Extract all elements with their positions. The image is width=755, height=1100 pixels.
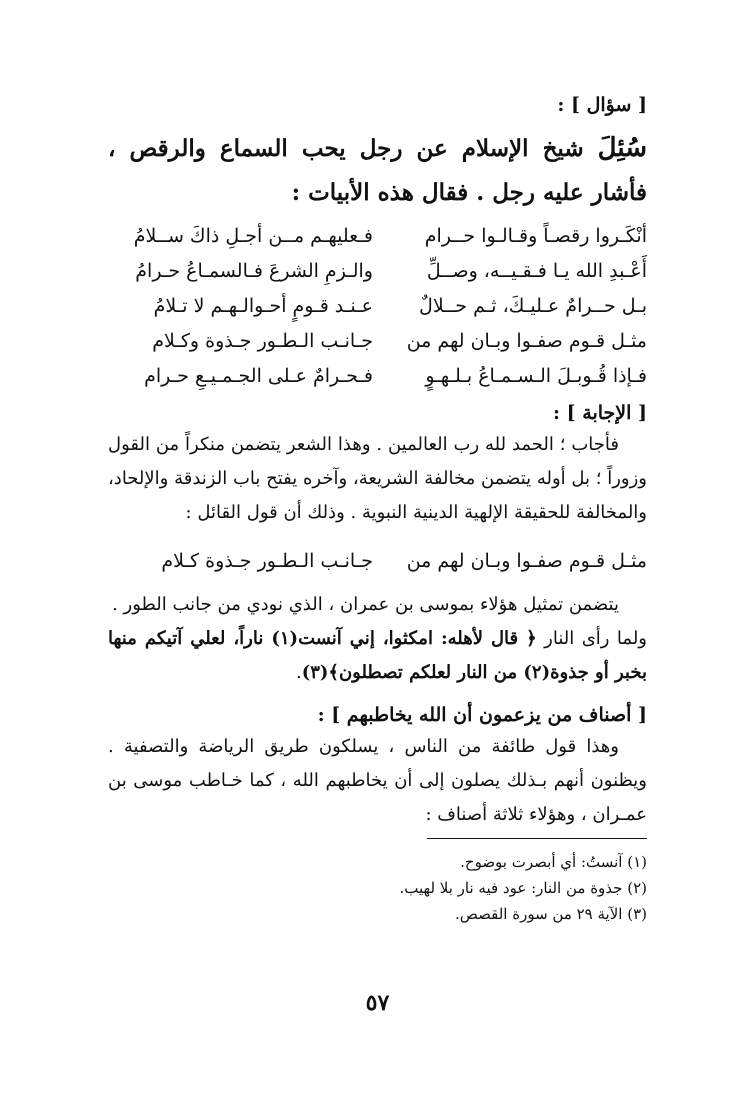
- verse-second-hemistich: عـنـد قـومٍ أحـوالـهـم لا تـلامُ: [153, 295, 373, 317]
- verse-first-hemistich: مثـل قـوم صفـوا وبـان لهم من: [406, 330, 647, 352]
- answer-paragraph-2: يتضمن تمثيل هؤلاء بموسى بن عمران ، الذي نودي من جانب الطور .: [112, 594, 619, 615]
- question-body: شيخ الإسلام عن رجل يحب السماع والرقص ، فأشار عليه رجل . فقال هذه الأبيات :: [108, 135, 647, 206]
- question-text: [108, 126, 647, 215]
- verse-line: [108, 219, 647, 254]
- page-body: [108, 90, 647, 927]
- section-heading: [ أصناف من يزعمون أن الله يخاطبهم ] :: [317, 704, 647, 726]
- section-paragraph: وهذا قول طائفة من الناس ، يسلكون طريق الرياضة والتصفية . ويظنون أنهم بـذلك يصلون إلى أن يخاطبهم الله ، كما خـاطب موسى بن عمـران ، وهؤلاء ثلاثة أصناف :: [108, 736, 647, 825]
- answer-p3-start: ولما رأى النار: [536, 628, 647, 649]
- verse-first-hemistich: بـل حــرامٌ عـليـكَ، ثـم حــلالٌ: [419, 295, 647, 317]
- quoted-verse: [108, 542, 647, 580]
- verse-line: [108, 324, 647, 359]
- footnote: (٣) الآية ٢٩ من سورة القصص.: [454, 905, 647, 923]
- verse-line: [108, 254, 647, 289]
- quoted-verse-second: جـانـب الـطـور جـذوة كـلام: [161, 550, 373, 572]
- question-lead: سُئِلَ: [597, 133, 647, 163]
- poem-verses: [108, 219, 647, 394]
- quoted-verse-first: مثـل قـوم صفـوا وبـان لهم من: [406, 550, 647, 572]
- verse-line: [108, 289, 647, 324]
- answer-heading: [ الإجابة ] :: [553, 402, 647, 424]
- verse-second-hemistich: جـانـب الـطـور جـذوة وكـلام: [152, 330, 373, 352]
- verse-second-hemistich: فـعليهـم مــن أجـلِ ذاكَ ســلامُ: [133, 225, 373, 247]
- page-number: ٥٧: [365, 990, 390, 1016]
- quran-quote: ﴿ قال لأهله: امكثوا، إني آنست(١) ناراً، لعلي آتيكم منها بخبر أو جذوة(٢) من النار لعلكم تصطلون﴾(٣): [108, 628, 647, 683]
- verse-first-hemistich: أنْكَـروا رقصـاً وقـالـوا حــرام: [424, 225, 647, 247]
- answer-paragraph-3: [108, 622, 647, 690]
- verse-first-hemistich: فـإذا قُـوبـلَ الـسـمـاعُ بـلـهـوٍ: [425, 365, 647, 387]
- answer-paragraph-1: فأجاب ؛ الحمد لله رب العالمين . وهذا الشعر يتضمن منكراً من القول وزوراً ؛ بل أوله يتضمن مخالفة الشريعة، وآخره يفتح باب الزندقة والإلحاد، والمخالفة للحقيقة الإلهية الدينية النبوية . وذلك أن قول القائل :: [108, 434, 647, 523]
- verse-line: [108, 359, 647, 394]
- verse-second-hemistich: والـزمِ الشرعَ فـالسمـاعُ حـرامُ: [135, 260, 373, 282]
- answer-p3-end: .: [295, 662, 302, 683]
- verse-second-hemistich: فـحـرامٌ عـلى الجـمـيـعِ حـرام: [144, 365, 373, 387]
- footnote-divider: [427, 838, 647, 839]
- question-heading: [ سؤال ] :: [557, 94, 647, 116]
- footnote: (٢) جذوة من النار: عود فيه نار بلا لهيب.: [399, 879, 647, 897]
- verse-first-hemistich: أَعْـبدِ الله يـا فـقـيــه، وصــلِّ: [426, 260, 647, 282]
- footnote: (١) آنستُ: أي أبصرت بوضوح.: [460, 853, 647, 871]
